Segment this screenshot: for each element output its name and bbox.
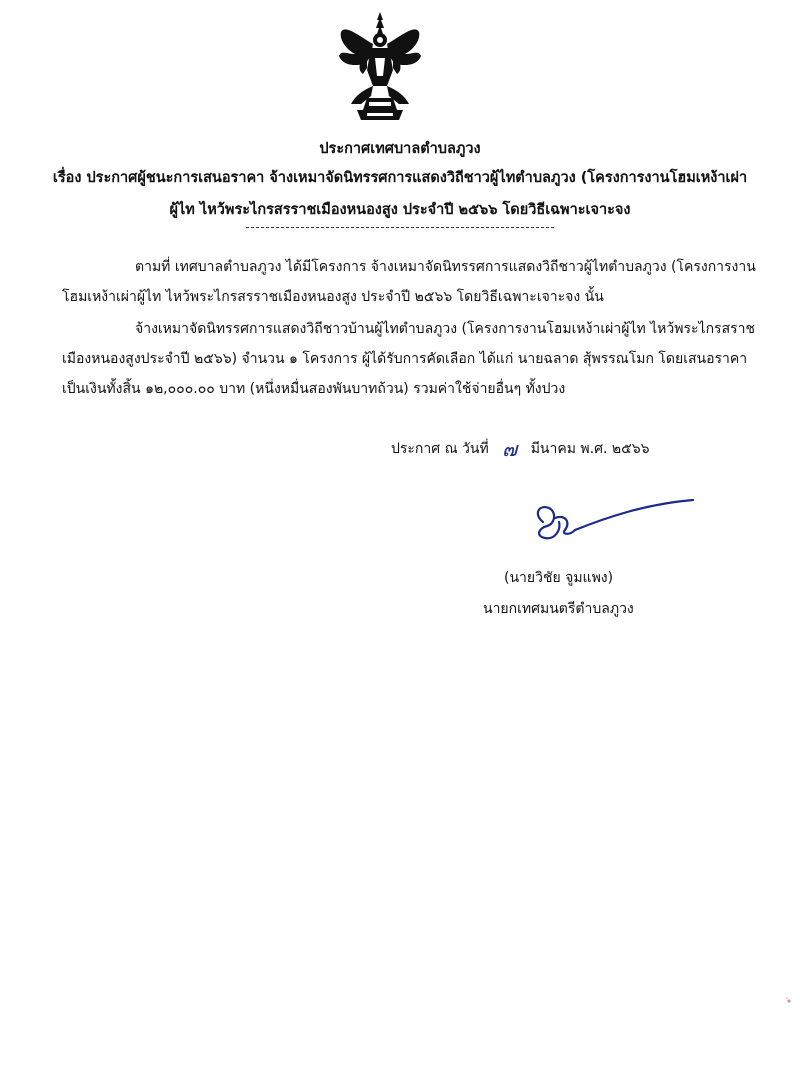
signatory-position: นายกเทศมนตรีตำบลภูวง [483, 601, 634, 617]
signatory-name: (นายวิชัย จูมแพง) [504, 570, 614, 586]
handwritten-day: ๗ [502, 437, 518, 461]
announcement-title: ประกาศเทศบาลตำบลภูวง [319, 141, 481, 157]
body-line-5: เป็นเงินทั้งสิ้น ๑๒,๐๐๐.๐๐ บาท (หนึ่งหมื่นสองพันบาทถ้วน) รวมค่าใช้จ่ายอื่นๆ ทั้งปวง [62, 381, 566, 397]
signature-icon [525, 492, 695, 552]
scan-speck-icon [784, 995, 794, 1007]
body-line-2: โฮมเหง้าเผ่าผู้ไท ไหว้พระไกรสรราชเมืองหนองสูง ประจำปี ๒๕๖๖ โดยวิธีเฉพาะเจาะจง นั้น [62, 289, 604, 305]
date-prefix: ประกาศ ณ วันที่ [391, 441, 489, 457]
body-line-4: เมืองหนองสูงประจำปี ๒๕๖๖) จำนวน ๑ โครงการ ผู้ได้รับการคัดเลือก ได้แก่ นายฉลาด สุ้พรรณโมก โดยเสนอราคา [62, 351, 748, 367]
garuda-emblem-icon [337, 10, 423, 122]
divider-line [246, 227, 554, 228]
subject-line-2: ผู้ไท ไหว้พระไกรสรราชเมืองหนองสูง ประจำปี ๒๕๖๖ โดยวิธีเฉพาะเจาะจง [169, 202, 631, 218]
body-line-3: จ้างเหมาจัดนิทรรศการแสดงวิถีชาวบ้านผู้ไทตำบลภูวง (โครงการงานโฮมเหง้าเผ่าผู้ไท ไหว้พระไกรสราช [135, 321, 755, 337]
body-line-1: ตามที่ เทศบาลตำบลภูวง ได้มีโครงการ จ้างเหมาจัดนิทรรศการแสดงวิถีชาวผู้ไทตำบลภูวง (โครงการงาน [135, 259, 756, 275]
announcement-date [391, 433, 649, 465]
date-suffix: มีนาคม พ.ศ. ๒๕๖๖ [530, 441, 650, 457]
subject-line-1: เรื่อง ประกาศผู้ชนะการเสนอราคา จ้างเหมาจัดนิทรรศการแสดงวิถีชาวผู้ไทตำบลภูวง (โครงการงานโฮมเหง้าเผ่า [52, 170, 748, 186]
